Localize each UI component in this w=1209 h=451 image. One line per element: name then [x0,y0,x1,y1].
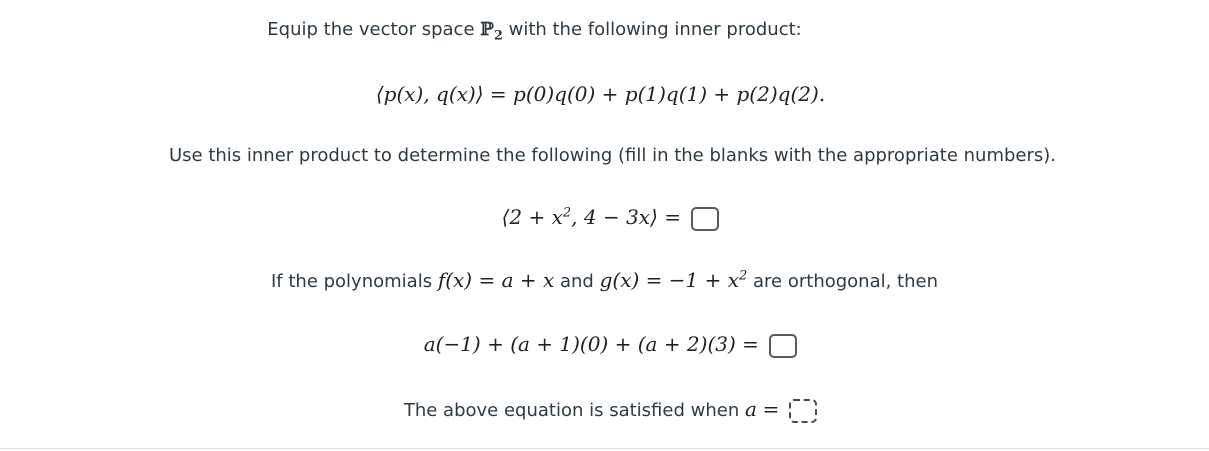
equals-sign: = [664,205,682,229]
equals-sign: = [742,332,759,356]
q1-expression: ⟨2 + $x^2$, 4 − 3x⟩ [501,205,658,229]
orthogonal-suffix: are orthogonal, then [753,271,939,292]
equals-sign: = [762,397,780,421]
question-orthogonality-equation [6,332,1209,358]
intro-text-before: Equip the vector space [267,19,475,40]
q3-text: The above equation is satisfied when [403,400,740,421]
answer-input-a-value[interactable] [789,399,817,423]
orthogonal-and: and [559,271,594,292]
inner-product-rhs: p(0)q(0) + p(1)q(1) + p(2)q(2). [513,82,826,106]
instruction-text: Use this inner product to determine the following (fill in the blanks with the appropriate numbers). [168,145,1057,166]
answer-input-orthogonality[interactable] [769,334,797,358]
q3-variable: a [744,397,757,421]
answer-input-inner-product[interactable] [691,207,719,231]
intro-line [0,19,1139,44]
orthogonal-statement [0,268,1209,292]
bottom-divider [0,448,1209,449]
polynomial-f: f(x) = a + x [437,268,555,292]
vector-space-symbol: ℙ$_2$ [480,19,503,44]
equals-sign: = [489,82,507,106]
question-inner-product-value [6,205,1209,231]
question-solve-a [6,397,1209,423]
inner-product-lhs: ⟨p(x), q(x)⟩ [375,82,484,106]
intro-text-after: with the following inner product: [508,19,802,40]
orthogonal-prefix: If the polynomials [270,271,433,292]
q2-expression: a(−1) + (a + 1)(0) + (a + 2)(3) [423,332,736,356]
inner-product-definition [0,82,1205,106]
polynomial-g: $g(x) = -1 + x^2$ [599,268,748,292]
